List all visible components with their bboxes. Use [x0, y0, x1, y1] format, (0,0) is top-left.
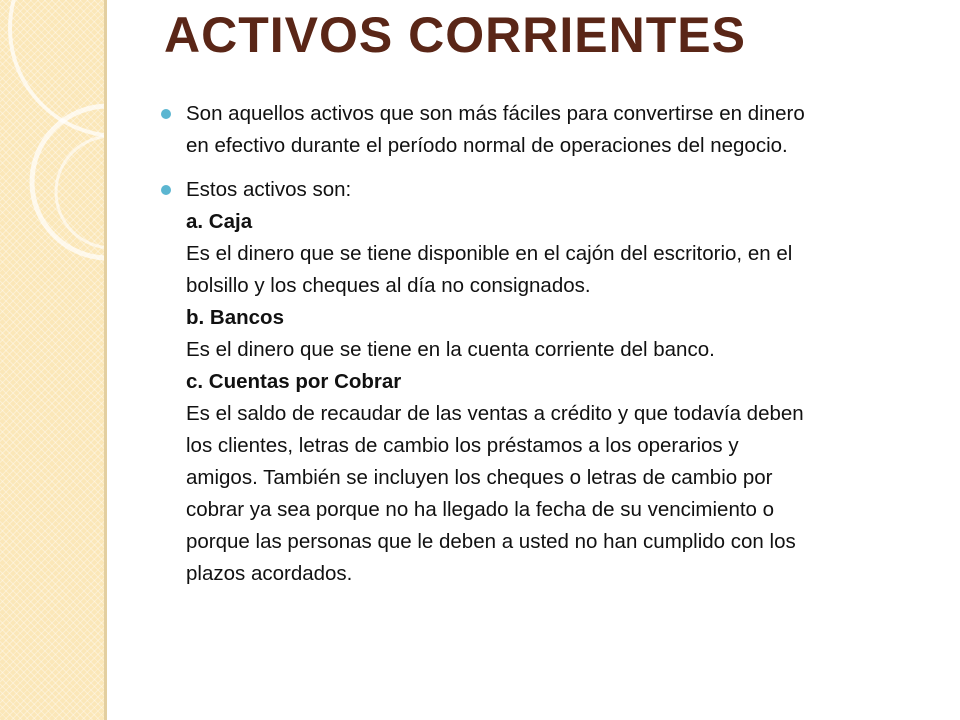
bullet-asset-list: [158, 174, 938, 590]
bullet-definition: [158, 98, 938, 162]
decorative-sidebar: [0, 0, 104, 720]
asset-heading-bancos: b. Bancos: [186, 306, 284, 329]
asset-text-line: los clientes, letras de cambio los préstamos a los operarios y: [186, 434, 739, 457]
asset-heading-cuentas-por-cobrar: c. Cuentas por Cobrar: [186, 370, 402, 393]
decorative-circles: [0, 0, 104, 720]
bullet-dot-icon: [161, 109, 171, 119]
bullet-dot-icon: [161, 185, 171, 195]
definition-line: en efectivo durante el período normal de operaciones del negocio.: [186, 134, 788, 157]
asset-text-line: plazos acordados.: [186, 562, 353, 585]
decorative-circle-small: [56, 136, 104, 248]
asset-text-line: Es el dinero que se tiene disponible en el cajón del escritorio, en el: [186, 242, 793, 265]
asset-text-line: Es el saldo de recaudar de las ventas a crédito y que todavía deben: [186, 402, 804, 425]
asset-text-line: porque las personas que le deben a usted no han cumplido con los: [186, 530, 796, 553]
asset-text-line: bolsillo y los cheques al día no consignados.: [186, 274, 591, 297]
decorative-circle-large: [10, 0, 104, 136]
slide-title: ACTIVOS CORRIENTES: [164, 7, 746, 63]
asset-text-line: Es el dinero que se tiene en la cuenta corriente del banco.: [186, 338, 715, 361]
definition-line: Son aquellos activos que son más fáciles para convertirse en dinero: [186, 102, 805, 125]
decorative-circle-medium: [32, 106, 104, 258]
asset-text-line: cobrar ya sea porque no ha llegado la fecha de su vencimiento o: [186, 498, 775, 521]
asset-heading-caja: a. Caja: [186, 210, 253, 233]
slide-content: [158, 98, 938, 602]
asset-text-line: amigos. También se incluyen los cheques o letras de cambio por: [186, 466, 773, 489]
sidebar-edge: [104, 0, 107, 720]
asset-list-intro: Estos activos son:: [186, 178, 352, 201]
